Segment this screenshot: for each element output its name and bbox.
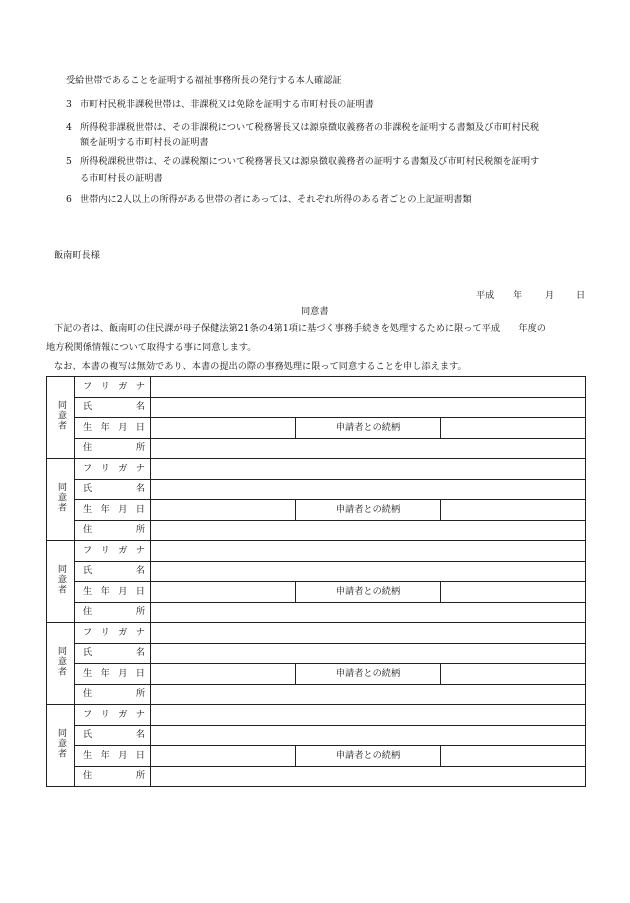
address-label bbox=[75, 438, 151, 459]
address-field[interactable] bbox=[151, 602, 586, 623]
name-label bbox=[75, 479, 151, 500]
birthdate-label bbox=[75, 746, 151, 767]
label-char: リ bbox=[100, 626, 110, 638]
label-char: 生 bbox=[83, 585, 93, 597]
relation-label: 申請者との続柄 bbox=[296, 500, 441, 521]
list-item-number: 3 bbox=[66, 99, 72, 110]
name-field[interactable] bbox=[151, 397, 586, 418]
relation-label: 申請者との続柄 bbox=[296, 418, 441, 439]
list-item-number: 6 bbox=[66, 194, 72, 205]
relation-field[interactable] bbox=[441, 418, 586, 439]
label-char: フ bbox=[83, 626, 93, 638]
consenter-group-label: 同意者 bbox=[47, 541, 75, 623]
label-char: 年 bbox=[100, 503, 110, 515]
label-char: 月 bbox=[118, 503, 128, 515]
address-label bbox=[75, 684, 151, 705]
name-label bbox=[75, 561, 151, 582]
label-char: 名 bbox=[135, 483, 145, 495]
date-era: 平成 bbox=[476, 290, 495, 301]
label-char: ナ bbox=[135, 626, 145, 638]
list-item-text: 所得税課税世帯は、その課税額について税務署長又は源泉徴収義務者の証明する書類及び市町村民税額を証明す bbox=[80, 156, 540, 167]
furigana-label bbox=[75, 541, 151, 562]
label-char: 月 bbox=[118, 667, 128, 679]
furigana-label bbox=[75, 459, 151, 480]
consenter-table bbox=[46, 376, 586, 787]
label-char: 住 bbox=[83, 770, 93, 782]
label-char: 生 bbox=[83, 749, 93, 761]
label-char: 年 bbox=[100, 667, 110, 679]
birthdate-field[interactable] bbox=[151, 500, 296, 521]
consent-paragraph-2: なお、本書の複写は無効であり、本書の提出の際の事務処理に限って同意することを申し添えます。 bbox=[54, 361, 467, 372]
name-field[interactable] bbox=[151, 479, 586, 500]
birthdate-field[interactable] bbox=[151, 746, 296, 767]
label-char: 名 bbox=[135, 401, 145, 413]
furigana-field[interactable] bbox=[151, 541, 586, 562]
consenter-group-label: 同意者 bbox=[47, 623, 75, 705]
list-continuation: 受給世帯であることを証明する福祉事務所長の発行する本人確認証 bbox=[66, 75, 342, 86]
label-char: 所 bbox=[135, 524, 145, 536]
label-char: 名 bbox=[135, 565, 145, 577]
label-char: 氏 bbox=[83, 729, 93, 741]
label-char: 日 bbox=[135, 585, 145, 597]
relation-label: 申請者との続柄 bbox=[296, 582, 441, 603]
consenter-group-label: 同意者 bbox=[47, 377, 75, 459]
label-char: 月 bbox=[118, 421, 128, 433]
label-char: 生 bbox=[83, 421, 93, 433]
relation-label: 申請者との続柄 bbox=[296, 746, 441, 767]
address-label bbox=[75, 602, 151, 623]
label-char: 氏 bbox=[83, 401, 93, 413]
list-item-4 bbox=[66, 122, 539, 134]
address-field[interactable] bbox=[151, 438, 586, 459]
birthdate-field[interactable] bbox=[151, 664, 296, 685]
relation-field[interactable] bbox=[441, 664, 586, 685]
consenter-group-label: 同意者 bbox=[47, 459, 75, 541]
consent-title: 同意書 bbox=[301, 306, 329, 317]
label-char: 名 bbox=[135, 729, 145, 741]
list-item-6 bbox=[66, 194, 472, 206]
furigana-field[interactable] bbox=[151, 377, 586, 398]
label-char: ガ bbox=[118, 462, 128, 474]
birthdate-label bbox=[75, 418, 151, 439]
label-char: 氏 bbox=[83, 483, 93, 495]
birthdate-label bbox=[75, 664, 151, 685]
label-char: ナ bbox=[135, 462, 145, 474]
label-char: リ bbox=[100, 380, 110, 392]
label-char: 生 bbox=[83, 667, 93, 679]
label-char: ナ bbox=[135, 708, 145, 720]
name-label bbox=[75, 725, 151, 746]
date-month: 月 bbox=[545, 290, 555, 301]
address-label bbox=[75, 520, 151, 541]
label-char: 月 bbox=[118, 749, 128, 761]
consenter-group-label: 同意者 bbox=[47, 705, 75, 787]
label-char: リ bbox=[100, 462, 110, 474]
label-char: ガ bbox=[118, 708, 128, 720]
label-char: ナ bbox=[135, 380, 145, 392]
furigana-label bbox=[75, 377, 151, 398]
furigana-label bbox=[75, 623, 151, 644]
label-char: 年 bbox=[100, 749, 110, 761]
name-label bbox=[75, 397, 151, 418]
label-char: 日 bbox=[135, 749, 145, 761]
label-char: 名 bbox=[135, 647, 145, 659]
furigana-field[interactable] bbox=[151, 623, 586, 644]
list-item-text: 市町村民税非課税世帯は、非課税又は免除を証明する市町村長の証明書 bbox=[80, 99, 374, 110]
furigana-field[interactable] bbox=[151, 459, 586, 480]
label-char: リ bbox=[100, 544, 110, 556]
label-char: フ bbox=[83, 380, 93, 392]
label-char: リ bbox=[100, 708, 110, 720]
list-item-text: 世帯内に2人以上の所得がある世帯の者にあっては、それぞれ所得のある者ごとの上記証明書類 bbox=[80, 194, 472, 205]
label-char: ガ bbox=[118, 380, 128, 392]
list-item-5 bbox=[66, 156, 539, 168]
list-item-number: 4 bbox=[66, 122, 72, 133]
label-char: フ bbox=[83, 708, 93, 720]
label-char: 氏 bbox=[83, 565, 93, 577]
label-char: ガ bbox=[118, 626, 128, 638]
name-label bbox=[75, 643, 151, 664]
birthdate-label bbox=[75, 582, 151, 603]
label-char: 住 bbox=[83, 688, 93, 700]
label-char: 所 bbox=[135, 770, 145, 782]
label-char: フ bbox=[83, 462, 93, 474]
label-char: 年 bbox=[100, 421, 110, 433]
date-year: 年 bbox=[513, 290, 523, 301]
address-field[interactable] bbox=[151, 520, 586, 541]
label-char: 月 bbox=[118, 585, 128, 597]
name-field[interactable] bbox=[151, 561, 586, 582]
relation-field[interactable] bbox=[441, 582, 586, 603]
label-char: ガ bbox=[118, 544, 128, 556]
name-field[interactable] bbox=[151, 725, 586, 746]
label-char: 所 bbox=[135, 688, 145, 700]
label-char: 生 bbox=[83, 503, 93, 515]
label-char: 住 bbox=[83, 442, 93, 454]
list-item-4-continuation: 額を証明する市町村長の証明書 bbox=[80, 137, 209, 148]
label-char: 氏 bbox=[83, 647, 93, 659]
date-day: 日 bbox=[576, 290, 586, 301]
address-field[interactable] bbox=[151, 766, 586, 787]
birthdate-label bbox=[75, 500, 151, 521]
label-char: 日 bbox=[135, 667, 145, 679]
relation-field[interactable] bbox=[441, 500, 586, 521]
list-item-text: 所得税非課税世帯は、その非課税について税務署長又は源泉徴収義務者の非課税を証明する書類及び市町村民税 bbox=[80, 122, 540, 133]
label-char: 住 bbox=[83, 606, 93, 618]
label-char: 所 bbox=[135, 606, 145, 618]
consent-paragraph-1: 下記の者は、飯南町の住民課が母子保健法第21条の4第1項に基づく事務手続きを処理するために限って平成 年度の bbox=[54, 323, 546, 334]
birthdate-field[interactable] bbox=[151, 582, 296, 603]
label-char: 年 bbox=[100, 585, 110, 597]
list-item-number: 5 bbox=[66, 156, 72, 167]
label-char: 日 bbox=[135, 503, 145, 515]
furigana-label bbox=[75, 705, 151, 726]
label-char: ナ bbox=[135, 544, 145, 556]
label-char: 所 bbox=[135, 442, 145, 454]
list-item-5-continuation: る市町村長の証明書 bbox=[80, 173, 163, 184]
list-item-3 bbox=[66, 99, 374, 111]
consent-paragraph-1-continuation: 地方税関係情報について取得する事に同意します。 bbox=[46, 342, 257, 353]
label-char: フ bbox=[83, 544, 93, 556]
furigana-field[interactable] bbox=[151, 705, 586, 726]
address-field[interactable] bbox=[151, 684, 586, 705]
label-char: 日 bbox=[135, 421, 145, 433]
addressee: 飯南町長様 bbox=[54, 250, 100, 261]
relation-field[interactable] bbox=[441, 746, 586, 767]
name-field[interactable] bbox=[151, 643, 586, 664]
label-char: 住 bbox=[83, 524, 93, 536]
relation-label: 申請者との続柄 bbox=[296, 664, 441, 685]
address-label bbox=[75, 766, 151, 787]
birthdate-field[interactable] bbox=[151, 418, 296, 439]
